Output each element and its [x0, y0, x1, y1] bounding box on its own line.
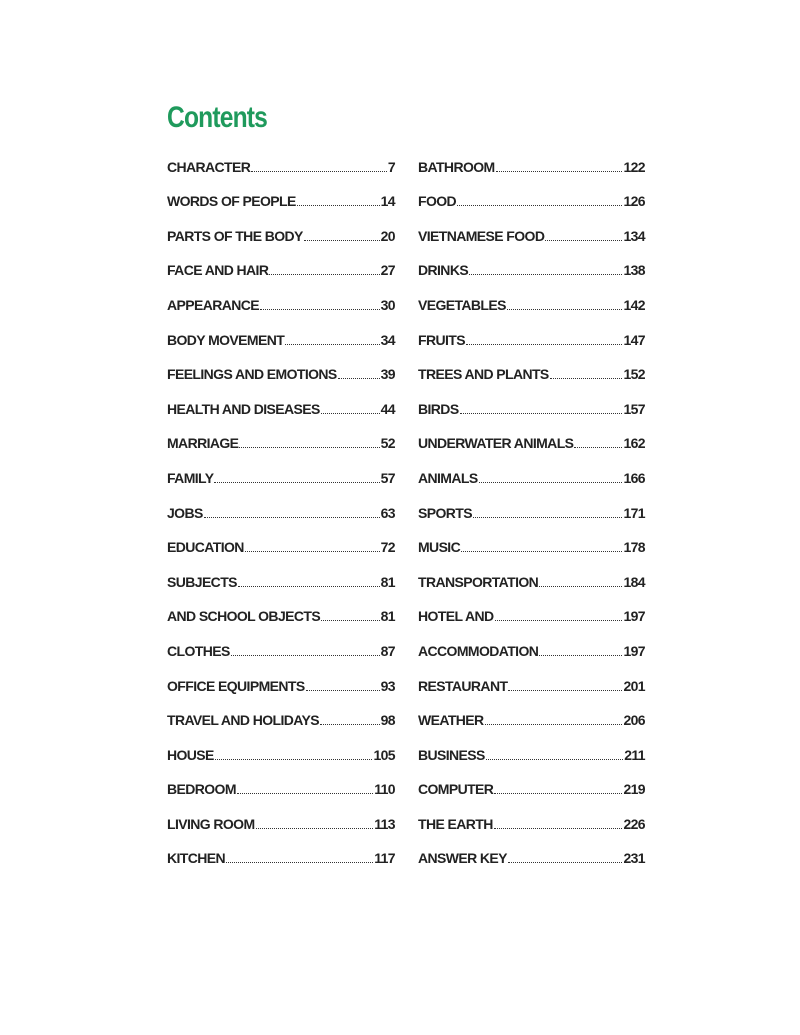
toc-entry-page: 27: [380, 262, 395, 279]
toc-entry-label: CHARACTER: [167, 158, 251, 175]
toc-entry-page: 138: [623, 262, 645, 279]
toc-entry[interactable]: [418, 140, 645, 175]
toc-entry-page: 81: [380, 573, 395, 590]
dot-leader: [507, 309, 623, 310]
toc-entry[interactable]: [418, 486, 645, 521]
dot-leader: [214, 482, 379, 483]
toc-entry[interactable]: [167, 659, 395, 694]
toc-entry-label: APPEARANCE: [167, 296, 260, 313]
dot-leader: [306, 690, 380, 691]
toc-entry-page: 197: [623, 642, 645, 659]
dot-leader: [539, 655, 622, 656]
toc-entry[interactable]: [167, 624, 395, 659]
toc-entry-label: WEATHER: [418, 712, 484, 729]
dot-leader: [479, 482, 623, 483]
toc-entry-page: 197: [623, 608, 645, 625]
dot-leader: [226, 862, 373, 863]
dot-leader: [495, 620, 623, 621]
dot-leader: [256, 828, 374, 829]
dot-leader: [338, 378, 380, 379]
toc-left-column: [167, 140, 395, 866]
toc-entry[interactable]: [167, 209, 395, 244]
toc-entry-page: 81: [380, 608, 395, 625]
toc-entry-label: FOOD: [418, 193, 457, 210]
toc-entry-page: 7: [387, 158, 395, 175]
toc-entry-page: 134: [623, 227, 645, 244]
toc-entry-label: LIVING ROOM: [167, 815, 255, 832]
dot-leader: [485, 724, 623, 725]
toc-entry-label: WORDS OF PEOPLE: [167, 193, 296, 210]
toc-entry[interactable]: [418, 590, 645, 625]
toc-entry-page: 147: [623, 331, 645, 348]
toc-entry-page: 20: [380, 227, 395, 244]
toc-entry[interactable]: [167, 694, 395, 729]
toc-entry-page: 63: [380, 504, 395, 521]
toc-entry-page: 152: [623, 366, 645, 383]
toc-entry-label: AND SCHOOL OBJECTS: [167, 608, 321, 625]
toc-entry-label: FAMILY: [167, 469, 214, 486]
toc-entry-label: BODY MOVEMENT: [167, 331, 285, 348]
toc-entry[interactable]: [418, 313, 645, 348]
toc-entry-label: ANSWER KEY: [418, 850, 507, 867]
toc-entry[interactable]: [167, 486, 395, 521]
toc-entry-label: FRUITS: [418, 331, 465, 348]
toc-entry-page: 219: [623, 781, 645, 798]
toc-entry-page: 157: [623, 400, 645, 417]
dot-leader: [545, 240, 622, 241]
dot-leader: [508, 862, 623, 863]
toc-entry[interactable]: [167, 278, 395, 313]
dot-leader: [494, 793, 622, 794]
dot-leader: [574, 447, 622, 448]
toc-entry-page: 98: [380, 712, 395, 729]
dot-leader: [486, 759, 623, 760]
toc-entry-label: MUSIC: [418, 539, 461, 556]
dot-leader: [251, 171, 387, 172]
toc-entry-label: VIETNAMESE FOOD: [418, 227, 545, 244]
toc-entry-label: UNDERWATER ANIMALS: [418, 435, 574, 452]
dot-leader: [239, 447, 379, 448]
toc-entry[interactable]: [167, 140, 395, 175]
toc-entry-label: HOTEL AND: [418, 608, 494, 625]
toc-entry[interactable]: [167, 590, 395, 625]
toc-entry[interactable]: [418, 521, 645, 556]
toc-entry[interactable]: [167, 797, 395, 832]
dot-leader: [550, 378, 623, 379]
dot-leader: [469, 274, 622, 275]
dot-leader: [321, 620, 380, 621]
toc-entry[interactable]: [418, 555, 645, 590]
toc-entry-label: ACCOMMODATION: [418, 642, 539, 659]
toc-entry-page: 57: [380, 469, 395, 486]
toc-entry-label: FEELINGS AND EMOTIONS: [167, 366, 337, 383]
page-title: Contents: [167, 101, 268, 134]
toc-entry-page: 110: [374, 781, 395, 798]
toc-entry-page: 162: [623, 435, 645, 452]
dot-leader: [269, 274, 379, 275]
toc-entry-page: 142: [623, 296, 645, 313]
toc-entry-page: 211: [624, 746, 645, 763]
toc-entry[interactable]: [418, 417, 645, 452]
toc-entry-label: EDUCATION: [167, 539, 244, 556]
dot-leader: [320, 724, 380, 725]
toc-entry[interactable]: [167, 832, 395, 867]
toc-entry-label: HEALTH AND DISEASES: [167, 400, 320, 417]
toc-entry-label: JOBS: [167, 504, 203, 521]
toc-entry-label: CLOTHES: [167, 642, 230, 659]
dot-leader: [238, 586, 380, 587]
dot-leader: [204, 517, 380, 518]
dot-leader: [231, 655, 380, 656]
toc-entry[interactable]: [418, 624, 645, 659]
toc-entry-page: 201: [623, 677, 645, 694]
toc-entry[interactable]: [418, 659, 645, 694]
toc-entry[interactable]: [418, 694, 645, 729]
toc-entry-label: TRANSPORTATION: [418, 573, 539, 590]
toc-entry-page: 72: [380, 539, 395, 556]
toc-entry-page: 166: [623, 469, 645, 486]
dot-leader: [494, 828, 623, 829]
dot-leader: [297, 205, 380, 206]
toc-entry-label: ANIMALS: [418, 469, 478, 486]
toc-entry[interactable]: [167, 728, 395, 763]
dot-leader: [245, 551, 380, 552]
toc-entry-page: 231: [623, 850, 645, 867]
toc-entry-page: 171: [623, 504, 645, 521]
toc-entry-label: TREES AND PLANTS: [418, 366, 549, 383]
toc-entry[interactable]: [418, 382, 645, 417]
toc-entry-label: DRINKS: [418, 262, 469, 279]
toc-entry[interactable]: [418, 209, 645, 244]
toc-entry[interactable]: [167, 417, 395, 452]
toc-entry-page: 226: [623, 815, 645, 832]
toc-entry-page: 39: [380, 366, 395, 383]
toc-entry[interactable]: [418, 728, 645, 763]
toc-entry-page: 52: [380, 435, 395, 452]
toc-entry[interactable]: [418, 175, 645, 210]
toc-entry[interactable]: [167, 451, 395, 486]
dot-leader: [304, 240, 380, 241]
toc-entry[interactable]: [418, 797, 645, 832]
toc-entry[interactable]: [418, 763, 645, 798]
toc-entry-label: COMPUTER: [418, 781, 494, 798]
dot-leader: [321, 413, 380, 414]
toc-entry-label: OFFICE EQUIPMENTS: [167, 677, 305, 694]
toc-entry-page: 34: [380, 331, 395, 348]
toc-entry-label: VEGETABLES: [418, 296, 506, 313]
dot-leader: [508, 690, 622, 691]
dot-leader: [460, 413, 623, 414]
toc-entry-page: 87: [380, 642, 395, 659]
toc-entry[interactable]: [418, 451, 645, 486]
dot-leader: [473, 517, 622, 518]
toc-entry[interactable]: [418, 832, 645, 867]
toc-entry-page: 178: [623, 539, 645, 556]
toc-entry-label: THE EARTH: [418, 815, 493, 832]
toc-entry-page: 30: [380, 296, 395, 313]
toc-entry[interactable]: [418, 348, 645, 383]
toc-entry-page: 117: [374, 850, 395, 867]
dot-leader: [237, 793, 373, 794]
dot-leader: [215, 759, 373, 760]
toc-entry-label: MARRIAGE: [167, 435, 239, 452]
toc-entry-label: BEDROOM: [167, 781, 236, 798]
toc-entry-page: 126: [623, 193, 645, 210]
dot-leader: [457, 205, 622, 206]
toc-entry-page: 113: [374, 815, 395, 832]
toc-entry-label: HOUSE: [167, 746, 214, 763]
toc-entry-label: FACE AND HAIR: [167, 262, 269, 279]
dot-leader: [260, 309, 380, 310]
toc-entry-label: SPORTS: [418, 504, 472, 521]
toc-entry-page: 44: [380, 400, 395, 417]
toc-entry[interactable]: [167, 313, 395, 348]
toc-entry-label: TRAVEL AND HOLIDAYS: [167, 712, 319, 729]
toc-entry-label: RESTAURANT: [418, 677, 508, 694]
toc-entry[interactable]: [167, 521, 395, 556]
toc-entry-page: 14: [380, 193, 395, 210]
toc-entry-page: 122: [623, 158, 645, 175]
toc-entry[interactable]: [167, 244, 395, 279]
toc-entry-label: BATHROOM: [418, 158, 495, 175]
toc-entry[interactable]: [167, 763, 395, 798]
toc-entry-page: 105: [373, 746, 395, 763]
toc-entry[interactable]: [418, 244, 645, 279]
toc-entry[interactable]: [167, 555, 395, 590]
toc-entry-label: BUSINESS: [418, 746, 485, 763]
dot-leader: [466, 344, 622, 345]
dot-leader: [539, 586, 622, 587]
toc-entry[interactable]: [167, 382, 395, 417]
toc-entry-page: 206: [623, 712, 645, 729]
toc-entry-page: 93: [380, 677, 395, 694]
toc-entry-label: KITCHEN: [167, 850, 226, 867]
toc-entry-label: PARTS OF THE BODY: [167, 227, 303, 244]
toc-entry-page: 184: [623, 573, 645, 590]
dot-leader: [496, 171, 623, 172]
dot-leader: [461, 551, 622, 552]
toc-entry-label: BIRDS: [418, 400, 459, 417]
toc-entry[interactable]: [167, 348, 395, 383]
dot-leader: [285, 344, 379, 345]
toc-entry[interactable]: [418, 278, 645, 313]
toc-right-column: [418, 140, 645, 866]
toc-entry[interactable]: [167, 175, 395, 210]
toc-entry-label: SUBJECTS: [167, 573, 237, 590]
